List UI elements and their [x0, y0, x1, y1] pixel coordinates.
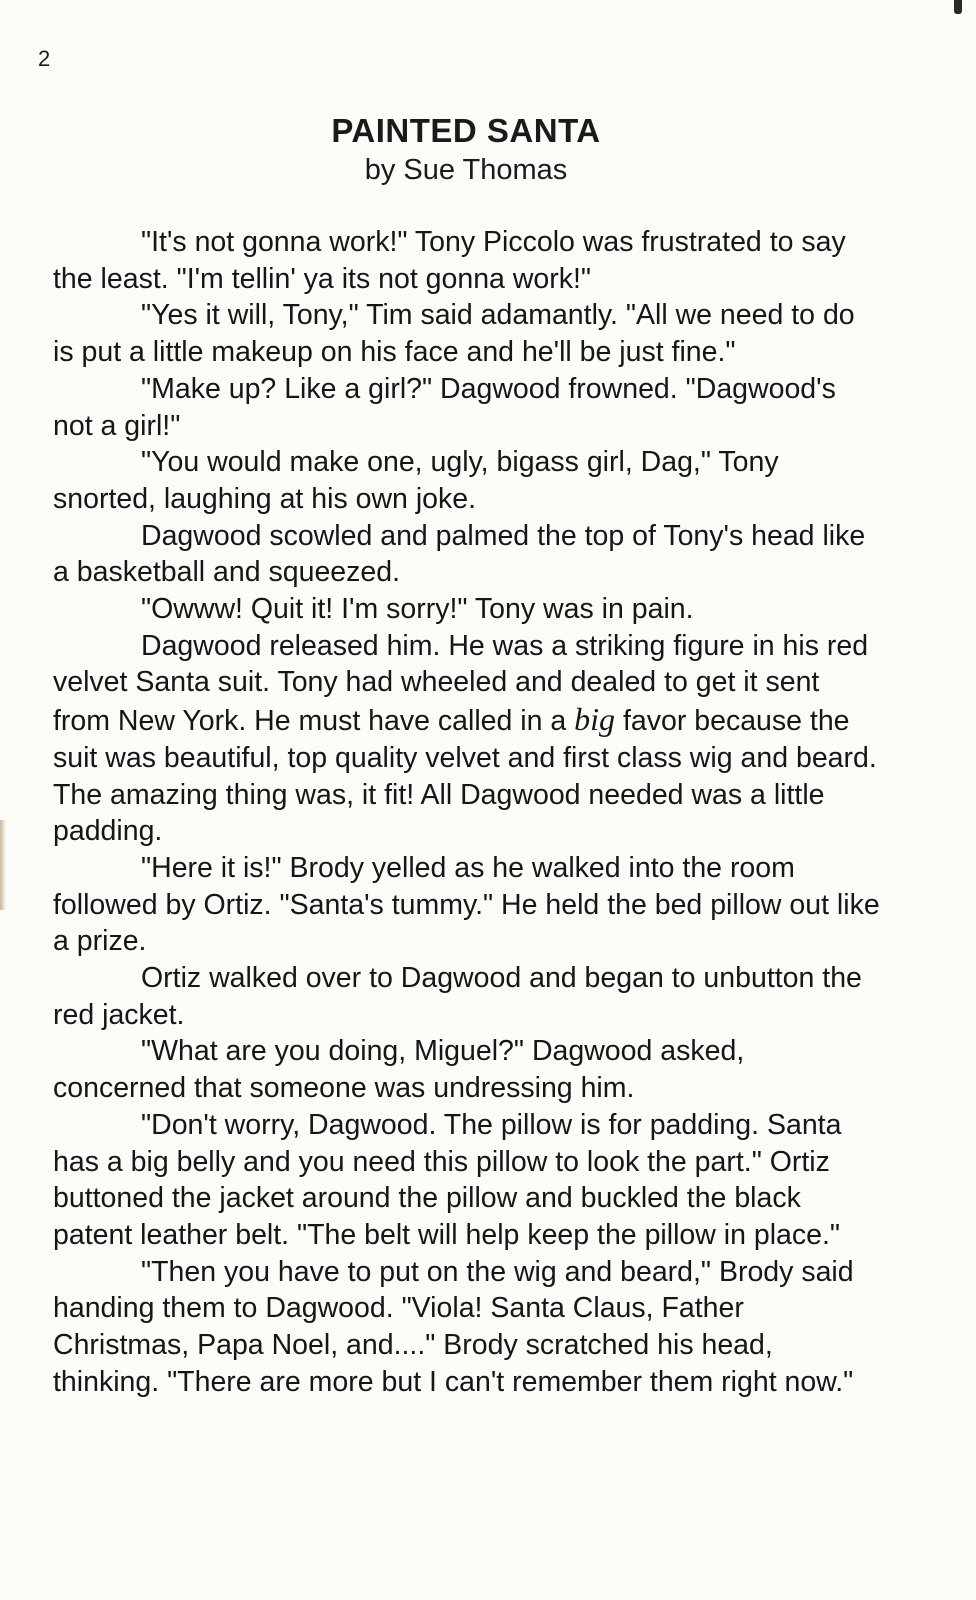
paragraph: "It's not gonna work!" Tony Piccolo was frustrated to say the least. "I'm tellin' ya its not gonna work!": [53, 226, 846, 295]
paragraph: "Yes it will, Tony," Tim said adamantly. "All we need to do is put a little makeup on his face and he'll be just fine.": [53, 299, 855, 369]
paragraph-with-emphasis: [53, 628, 883, 850]
binding-shadow: [0, 820, 6, 910]
page-number: 2: [38, 46, 51, 71]
paragraph: "Then you have to put on the wig and beard," Brody said handing them to Dagwood. "Viola! Santa Claus, Father Christmas, Papa Noel, and...." Brody scratched his head, thinking. "There are more but I can't remember them right now.": [53, 1255, 854, 1398]
paragraph: "Don't worry, Dagwood. The pillow is for padding. Santa has a big belly and you need this pillow to look the part." Ortiz buttoned the jacket around the pillow and buckled the black patent leather belt. "The belt will help keep the pillow in place.": [53, 1108, 842, 1251]
paragraph: "Here it is!" Brody yelled as he walked into the room followed by Ortiz. "Santa's tummy." He held the bed pillow out like a prize.: [53, 851, 880, 958]
emphasis-word: big: [574, 701, 616, 738]
paragraph-part: Dagwood released him. He was a striking figure in his red velvet Santa suit. Tony had wheeled and dealed to get it sent from New York. He must have called in a: [53, 629, 869, 738]
paragraph: Dagwood scowled and palmed the top of Tony's head like a basketball and squeezed.: [53, 519, 866, 589]
story-author: by Sue Thomas: [364, 154, 568, 186]
paragraph: Ortiz walked over to Dagwood and began to unbutton the red jacket.: [53, 962, 862, 1031]
paragraph: "You would make one, ugly, bigass girl, Dag," Tony snorted, laughing at his own joke.: [53, 446, 779, 515]
story-body: [53, 224, 883, 1401]
story-title: PAINTED SANTA: [331, 112, 601, 149]
page-edge-mark: [954, 0, 962, 14]
paragraph: "What are you doing, Miguel?" Dagwood asked, concerned that someone was undressing him.: [53, 1035, 745, 1105]
paragraph: "Owww! Quit it! I'm sorry!" Tony was in pain.: [141, 593, 694, 626]
paragraph: "Make up? Like a girl?" Dagwood frowned. "Dagwood's not a girl!": [53, 372, 836, 442]
paragraph-part: favor because the suit was beautiful, top quality velvet and first class wig and beard. The amazing thing was, it fit! All Dagwood needed was a little padding.: [53, 705, 877, 848]
